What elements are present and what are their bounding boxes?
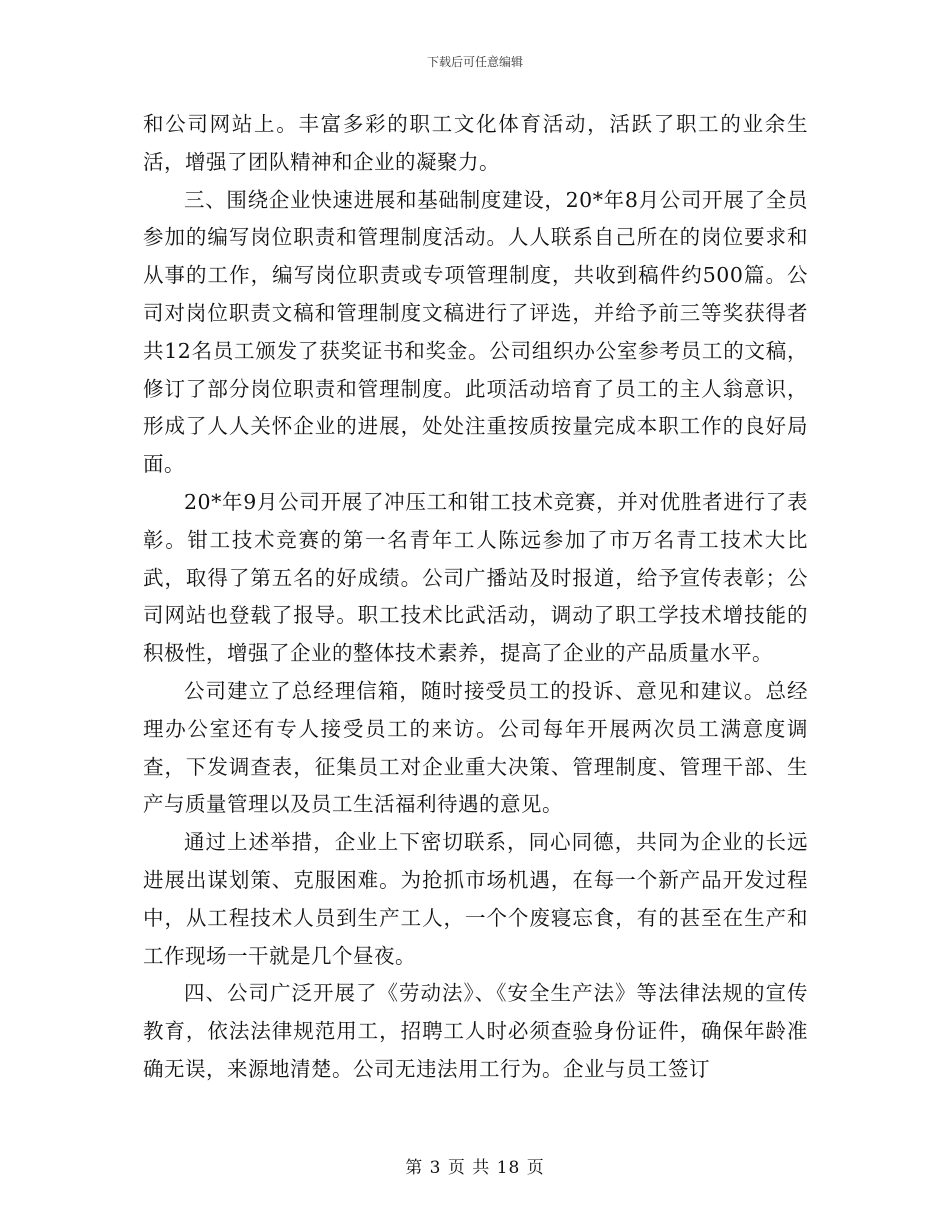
paragraph-measures: 通过上述举措，企业上下密切联系，同心同德，共同为企业的长远进展出谋划策、克服困难。为抢抓市场机遇，在每一个新产品开发过程中，从工程技术人员到生产工人，一个个废寝忘食，有的甚至在生产和工作现场一干就是几个昼夜。 <box>143 830 808 968</box>
document-body <box>143 106 808 1089</box>
paragraph-skills-competition: 20*年9月公司开展了冲压工和钳工技术竞赛，并对优胜者进行了表彰。钳工技术竞赛的第一名青年工人陈远参加了市万名青工技术大比武，取得了第五名的好成绩。公司广播站及时报道，给予宣传表彰；公司网站也登载了报导。职工技术比武活动，调动了职工学技术增技能的积极性，增强了企业的整体技术素养，提高了企业的产品质量水平。 <box>143 489 808 666</box>
paragraph-section-three: 三、围绕企业快速进展和基础制度建设，20*年8月公司开展了全员参加的编写岗位职责和管理制度活动。人人联系自己所在的岗位要求和从事的工作，编写岗位职责或专项管理制度，共收到稿件约500篇。公司对岗位职责文稿和管理制度文稿进行了评选，并给予前三等奖获得者共12名员工颁发了获奖证书和奖金。公司组织办公室参考员工的文稿，修订了部分岗位职责和管理制度。此项活动培育了员工的主人翁意识，形成了人人关怀企业的进展，处处注重按质按量完成本职工作的良好局面。 <box>143 187 808 477</box>
paragraph-section-four: 四、公司广泛开展了《劳动法》、《安全生产法》等法律法规的宣传教育，依法法律规范用工，招聘工人时必须查验身份证件，确保年龄准确无误，来源地清楚。公司无违法用工行为。企业与员工签订 <box>143 981 808 1081</box>
paragraph-manager-mailbox: 公司建立了总经理信箱，随时接受员工的投诉、意见和建议。总经理办公室还有专人接受员工的来访。公司每年开展两次员工满意度调查，下发调查表，征集员工对企业重大决策、管理制度、管理干部、生产与质量管理以及员工生活福利待遇的意见。 <box>143 678 808 817</box>
paragraph-continuation: 和公司网站上。丰富多彩的职工文化体育活动，活跃了职工的业余生活，增强了团队精神和企业的凝聚力。 <box>143 112 808 174</box>
page-header: 下载后可任意编辑 <box>426 55 523 69</box>
page-number-footer: 第 3 页 共 18 页 <box>405 1158 545 1178</box>
